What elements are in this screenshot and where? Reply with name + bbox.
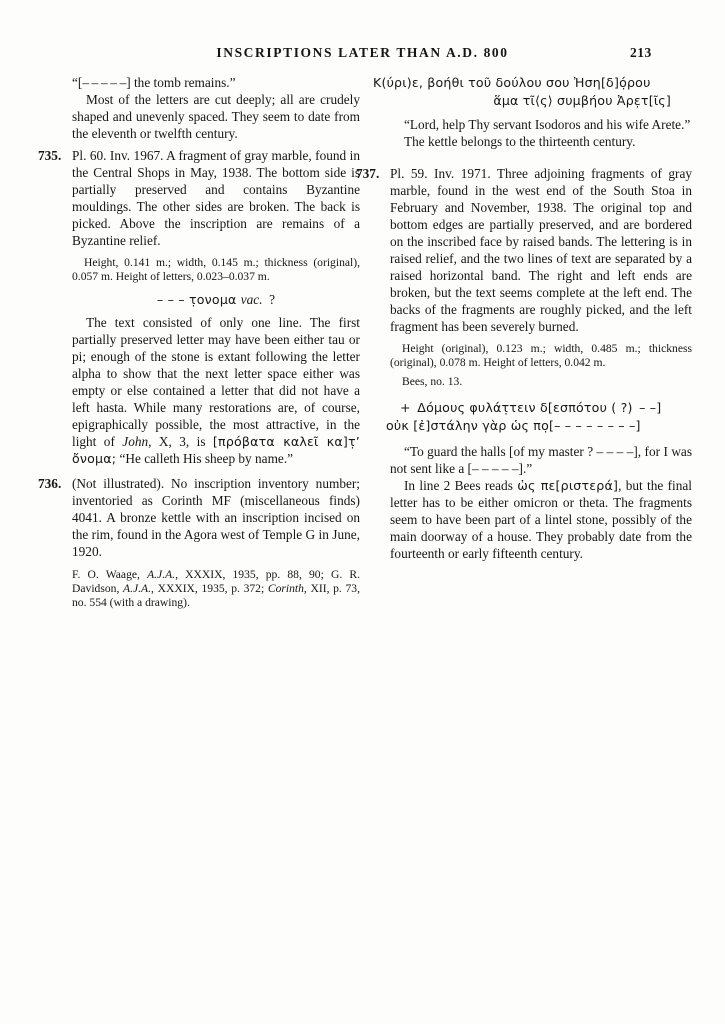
entry-736 bbox=[38, 475, 360, 610]
text-run: In line 2 Bees reads bbox=[404, 478, 518, 493]
text-run: F. O. Waage, bbox=[72, 568, 148, 581]
entry-736-number: 736. bbox=[38, 476, 62, 491]
cited-journal-aja: A.J.A. bbox=[147, 568, 176, 581]
entry-737-inscription bbox=[386, 399, 692, 435]
page-title: INSCRIPTIONS LATER THAN A.D. 800 bbox=[216, 45, 509, 60]
entry-735-number: 735. bbox=[38, 148, 62, 163]
entry-736-bibliography bbox=[72, 568, 360, 610]
text-columns bbox=[38, 74, 692, 610]
running-header bbox=[0, 44, 725, 61]
entry-736-description: (Not illustrated). No inscription inventory number; inventoried as Corinth MF (miscellaneous finds) 4041. A bronze kettle with an inscription incised on the rim, found in the Agora west of Temple G in June, 1920. bbox=[72, 476, 360, 559]
inscription-line-2: ἅμα τῖ⟨ς⟩ συμβήου Ἀρε̣τ[ῖς] bbox=[493, 93, 671, 108]
text-run: , but the final letter has to be either omicron or theta. The fragments seem to have been part of a lintel stone, possibly of the main doorway of a house. They probably date from the fourteenth or early fifteenth century. bbox=[390, 478, 692, 561]
entry-736-inscription bbox=[373, 74, 689, 110]
text-run: , XXXIX, 1935, pp. 88, 90; G. R. Davidson, bbox=[72, 568, 360, 595]
entry-736-dating: The kettle belongs to the thirteenth century. bbox=[404, 134, 636, 149]
inscription-line-1: + Δόμους φυλάτ̣τειν δ[εσπότου ( ?) – –] bbox=[400, 400, 662, 415]
entry-737-translation: “To guard the halls [of my master ? – – – –], for I was not sent like a [– – – – –].” bbox=[390, 444, 692, 476]
entry-735-description: Pl. 60. Inv. 1967. A fragment of gray marble, found in the Central Shops in May, 1938. The bottom side is partially preserved and contains Byzantine mouldings. The other sides are broken. The back is picked. Above the inscription are remains of a Byzantine relief. bbox=[72, 148, 360, 248]
entry-737 bbox=[356, 165, 692, 562]
inscription-greek-text: – – – τ̣ονομα bbox=[156, 292, 241, 307]
intro-paragraph: Most of the letters are cut deeply; all are crudely shaped and unevenly spaced. They seem to date from the eleventh or twelfth century. bbox=[72, 92, 360, 141]
text-run: , XXXIX, 1935, p. 372; bbox=[151, 582, 268, 595]
entry-737-description: Pl. 59. Inv. 1971. Three adjoining fragments of gray marble, found in the west end of the South Stoa in February and November, 1938. The original top and bottom edges are partially preserved, and are bordered on the inscribed face by raised bands. The lettering is in raised relief, and the two lines of text are separated by a raised horizontal band. The right and left ends are broken, but the text seems complete at the left end. The backs of the fragments are roughly picked, and the left fragment has been severely burned. bbox=[390, 166, 692, 334]
cited-journal-aja: A.J.A. bbox=[123, 582, 152, 595]
cited-work-john: John bbox=[122, 434, 149, 449]
entry-735 bbox=[38, 147, 360, 467]
entry-737-commentary bbox=[390, 477, 692, 562]
entry-735-commentary bbox=[72, 314, 360, 467]
page-number: 213 bbox=[630, 45, 652, 60]
inscription-query: ? bbox=[262, 292, 276, 307]
inscription-line-1: Κ(ύρι)ε, βοήθι τοῦ δούλου σου Ἠση[δ]ό̣ρου bbox=[373, 75, 651, 90]
text-run: , XII, p. 73, no. 554 (with a drawing). bbox=[72, 582, 360, 609]
entry-735-inscription-line bbox=[72, 291, 360, 308]
entry-737-dimensions: Height (original), 0.123 m.; width, 0.485 m.; thickness (original), 0.078 m. Height of letters, 0.042 m. bbox=[390, 342, 692, 369]
entry-737-number: 737. bbox=[356, 166, 380, 181]
left-column bbox=[38, 74, 360, 610]
cited-work-corinth: Corinth bbox=[267, 582, 304, 595]
entry-735-dimensions: Height, 0.141 m.; width, 0.145 m.; thickness (original), 0.057 m. Height of letters, 0.023–0.037 m. bbox=[72, 256, 360, 283]
vacat-abbreviation: vac. bbox=[240, 292, 263, 307]
inscription-line-2: οὐκ [ἐ]στάλην γὰρ ὡς πο̣[– – – – – – – –] bbox=[386, 418, 641, 433]
text-run: “He calleth His sheep by name.” bbox=[116, 451, 294, 466]
greek-restoration-text: [πρόβατα καλεῖ κα]τ̣’ ὄνομα; bbox=[72, 434, 360, 466]
right-column bbox=[356, 74, 692, 610]
greek-bees-reading: ὡς πε[ριστερά] bbox=[517, 478, 619, 493]
intro-quote: “[– – – – –] the tomb remains.” bbox=[72, 75, 236, 90]
entry-737-bees-citation: Bees, no. 13. bbox=[402, 375, 463, 388]
entry-736-translation: “Lord, help Thy servant Isodoros and his wife Arete.” bbox=[404, 117, 691, 132]
text-run: , X, 3, is bbox=[148, 434, 213, 449]
text-run: The text consisted of only one line. The first partially preserved letter may have been either tau or pi; enough of the stone is extant following the letter alpha to show that the next letter space either was empty or else contained a letter that did not have a left hasta. While many restorations are, of course, epigraphically possible, the most attractive, in the light of bbox=[72, 315, 360, 449]
